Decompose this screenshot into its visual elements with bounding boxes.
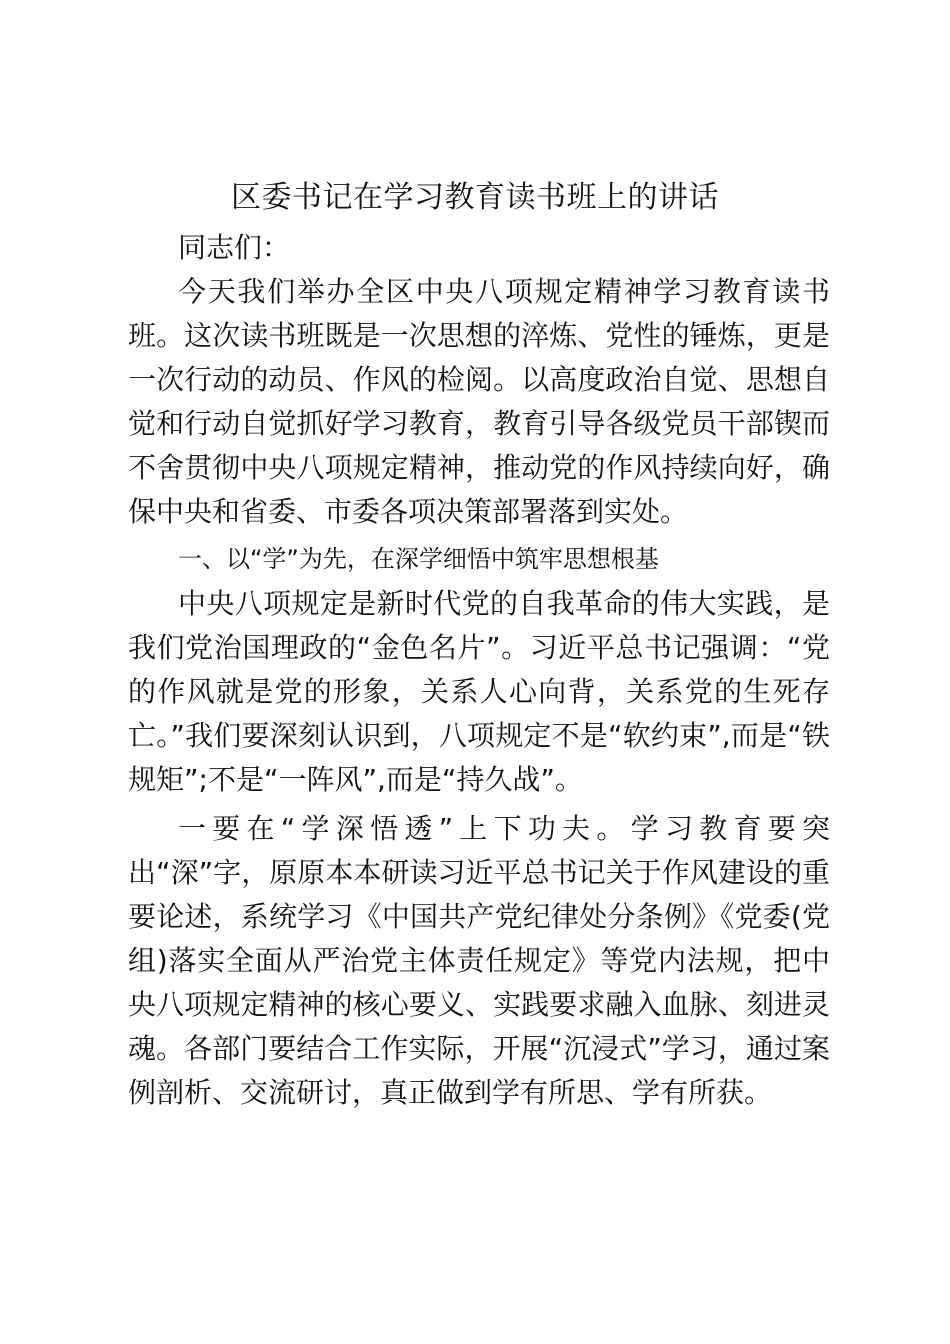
body-paragraph: 中央八项规定是新时代党的自我革命的伟大实践，是我们党治国理政的“金色名片”。习近平总书记强调：“党的作风就是党的形象，关系人心向背，关系党的生死存亡。”我们要深刻认识到，八项规定不是“软约束”,而是“铁规矩”;不是“一阵风”,而是“持久战”。 [128,587,830,796]
intro-paragraph: 今天我们举办全区中央八项规定精神学习教育读书班。这次读书班既是一次思想的淬炼、党性的锤炼，更是一次行动的动员、作风的检阅。以高度政治自觉、思想自觉和行动自觉抓好学习教育，教育引导各级党员干部锲而不舍贯彻中央八项规定精神，推动党的作风持续向好，确保中央和省委、市委各项决策部署落到实处。 [128,275,830,528]
salutation: 同志们： [178,231,291,264]
section-heading: 一、以“学”为先，在深学细悟中筑牢思想根基 [178,545,659,573]
document-title: 区委书记在学习教育读书班上的讲话 [231,180,719,215]
body-paragraph: 一要在“学深悟透”上下功夫。学习教育要突出“深”字，原原本本研读习近平总书记关于作风建设的重要论述，系统学习《中国共产党纪律处分条例》《党委(党组)落实全面从严治党主体责任规定》等党内法规，把中央八项规定精神的核心要义、实践要求融入血脉、刻进灵魂。各部门要结合工作实际，开展“沉浸式”学习，通过案例剖析、交流研讨，真正做到学有所思、学有所获。 [128,812,830,1109]
